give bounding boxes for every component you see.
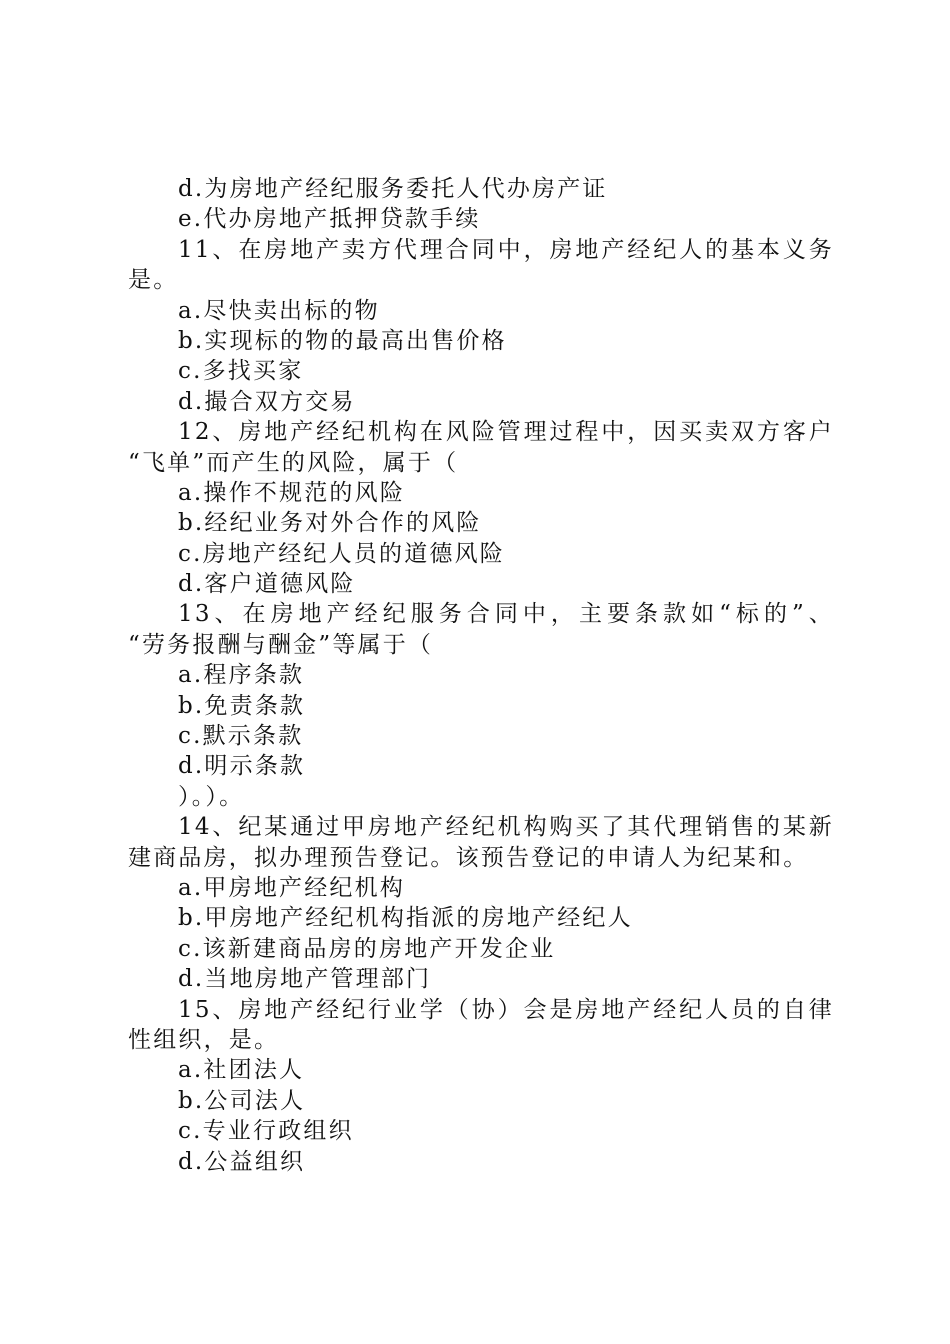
- option-line: c.专业行政组织: [178, 1118, 354, 1145]
- option-line: d.当地房地产管理部门: [178, 966, 432, 993]
- document-body: [128, 174, 834, 1177]
- option-line: a.程序条款: [178, 662, 305, 689]
- question-continuation: 是。: [128, 267, 179, 294]
- option-line: d.客户道德风险: [178, 571, 356, 598]
- option-line: b.公司法人: [178, 1087, 306, 1114]
- question-line: 14、纪某通过甲房地产经纪机构购买了其代理销售的某新: [178, 814, 834, 841]
- option-line: e.代办房地产抵押贷款手续: [178, 206, 481, 233]
- option-line: d.公益组织: [178, 1148, 306, 1175]
- option-line: c.房地产经纪人员的道德风险: [178, 540, 505, 567]
- question-line: 11、在房地产卖方代理合同中，房地产经纪人的基本义务: [178, 236, 834, 263]
- question-line: 15、房地产经纪行业学（协）会是房地产经纪人员的自律: [178, 996, 834, 1023]
- option-line: c.该新建商品房的房地产开发企业: [178, 935, 556, 962]
- option-line: d.为房地产经纪服务委托人代办房产证: [178, 176, 608, 202]
- question-line: 12、房地产经纪机构在风险管理过程中，因买卖双方客户: [178, 419, 834, 446]
- option-line: a.甲房地产经纪机构: [178, 874, 406, 901]
- question-continuation: “飞单”而产生的风险，属于（: [128, 449, 459, 476]
- closing-brackets-line: ）。）。: [178, 783, 245, 810]
- option-line: a.操作不规范的风险: [178, 479, 406, 506]
- option-line: c.多找买家: [178, 358, 304, 385]
- question-continuation: 建商品房，拟办理预告登记。该预告登记的申请人为纪某和。: [128, 844, 809, 871]
- option-line: b.实现标的物的最高出售价格: [178, 327, 507, 354]
- option-line: a.尽快卖出标的物: [178, 297, 380, 324]
- option-line: c.默示条款: [178, 723, 304, 750]
- option-line: d.撮合双方交易: [178, 388, 356, 415]
- option-line: a.社团法人: [178, 1057, 305, 1084]
- question-line: 13、在房地产经纪服务合同中，主要条款如“标的”、: [178, 601, 834, 628]
- question-continuation: “劳务报酬与酬金”等属于（: [128, 631, 434, 658]
- option-line: b.免责条款: [178, 692, 306, 719]
- option-line: b.甲房地产经纪机构指派的房地产经纪人: [178, 905, 633, 932]
- question-continuation: 性组织，是。: [128, 1026, 280, 1053]
- option-line: b.经纪业务对外合作的风险: [178, 510, 482, 537]
- option-line: d.明示条款: [178, 753, 306, 780]
